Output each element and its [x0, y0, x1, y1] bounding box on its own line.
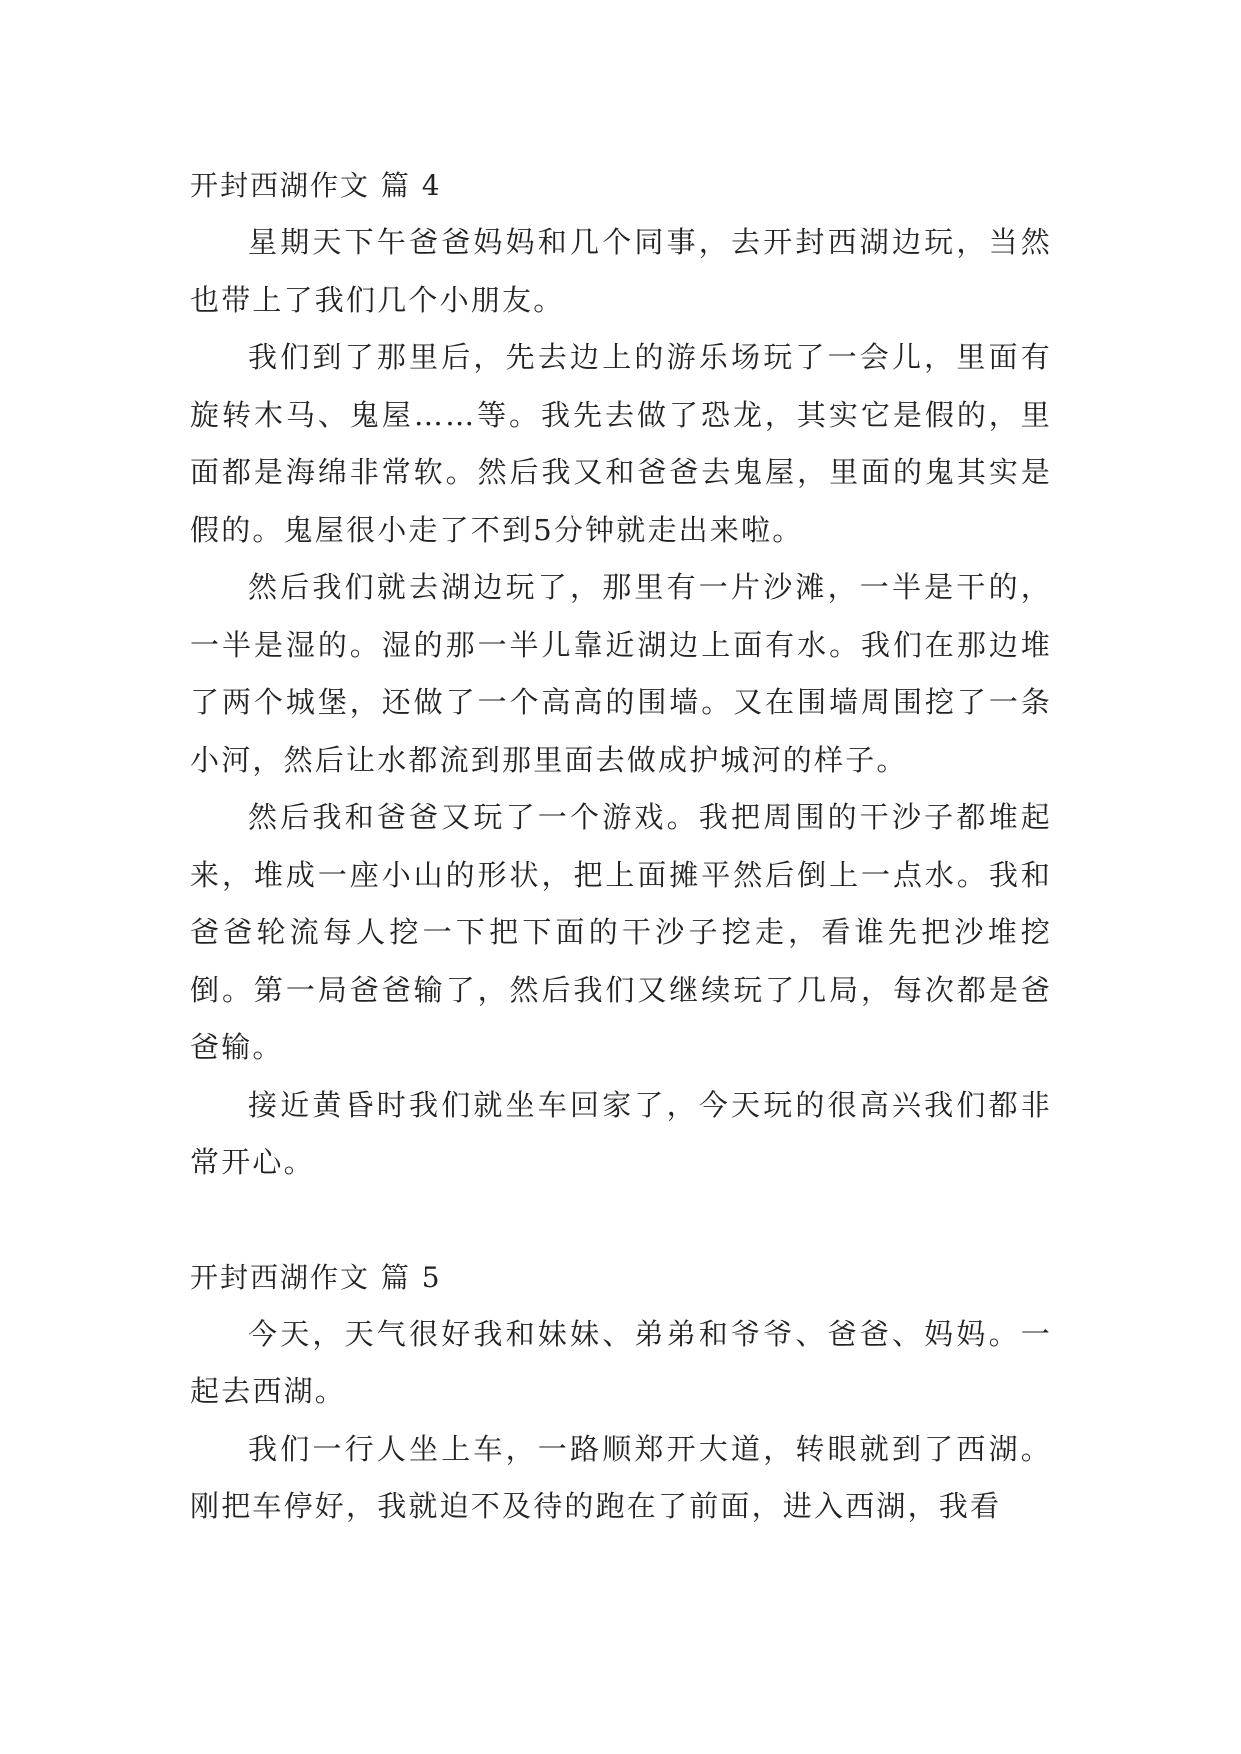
- section-title: 开封西湖作文 篇 4: [190, 169, 442, 202]
- paragraph: 然后我们就去湖边玩了，那里有一片沙滩，一半是干的，一半是湿的。湿的那一半儿靠近湖边上面有水。我们在那边堆了两个城堡，还做了一个高高的围墙。又在围墙周围挖了一条小河，然后让水都流到那里面去做成护城河的样子。: [190, 570, 1052, 777]
- section-spacer: [190, 1192, 1052, 1249]
- paragraph: 然后我和爸爸又玩了一个游戏。我把周围的干沙子都堆起来，堆成一座小山的形状，把上面摊平然后倒上一点水。我和爸爸轮流每人挖一下把下面的干沙子挖走，看谁先把沙堆挖倒。第一局爸爸输了，然后我们又继续玩了几局，每次都是爸爸输。: [190, 800, 1052, 1064]
- essay-section-5: [190, 1249, 1052, 1536]
- section-title: 开封西湖作文 篇 5: [190, 1260, 442, 1294]
- paragraph: 我们一行人坐上车，一路顺郑开大道，转眼就到了西湖。刚把车停好，我就迫不及待的跑在了前面，进入西湖，我看: [190, 1431, 1052, 1523]
- paragraph: 星期天下午爸爸妈妈和几个同事，去开封西湖边玩，当然也带上了我们几个小朋友。: [190, 225, 1052, 317]
- document-body: [190, 157, 1052, 1536]
- paragraph: 今天，天气很好我和妹妹、弟弟和爷爷、爸爸、妈妈。一起去西湖。: [190, 1316, 1052, 1408]
- paragraph: 接近黄昏时我们就坐车回家了，今天玩的很高兴我们都非常开心。: [190, 1087, 1052, 1179]
- essay-section-4: [190, 157, 1052, 1192]
- paragraph: 我们到了那里后，先去边上的游乐场玩了一会儿，里面有旋转木马、鬼屋……等。我先去做了恐龙，其实它是假的，里面都是海绵非常软。然后我又和爸爸去鬼屋，里面的鬼其实是假的。鬼屋很小走了不到5分钟就走出来啦。: [190, 340, 1052, 547]
